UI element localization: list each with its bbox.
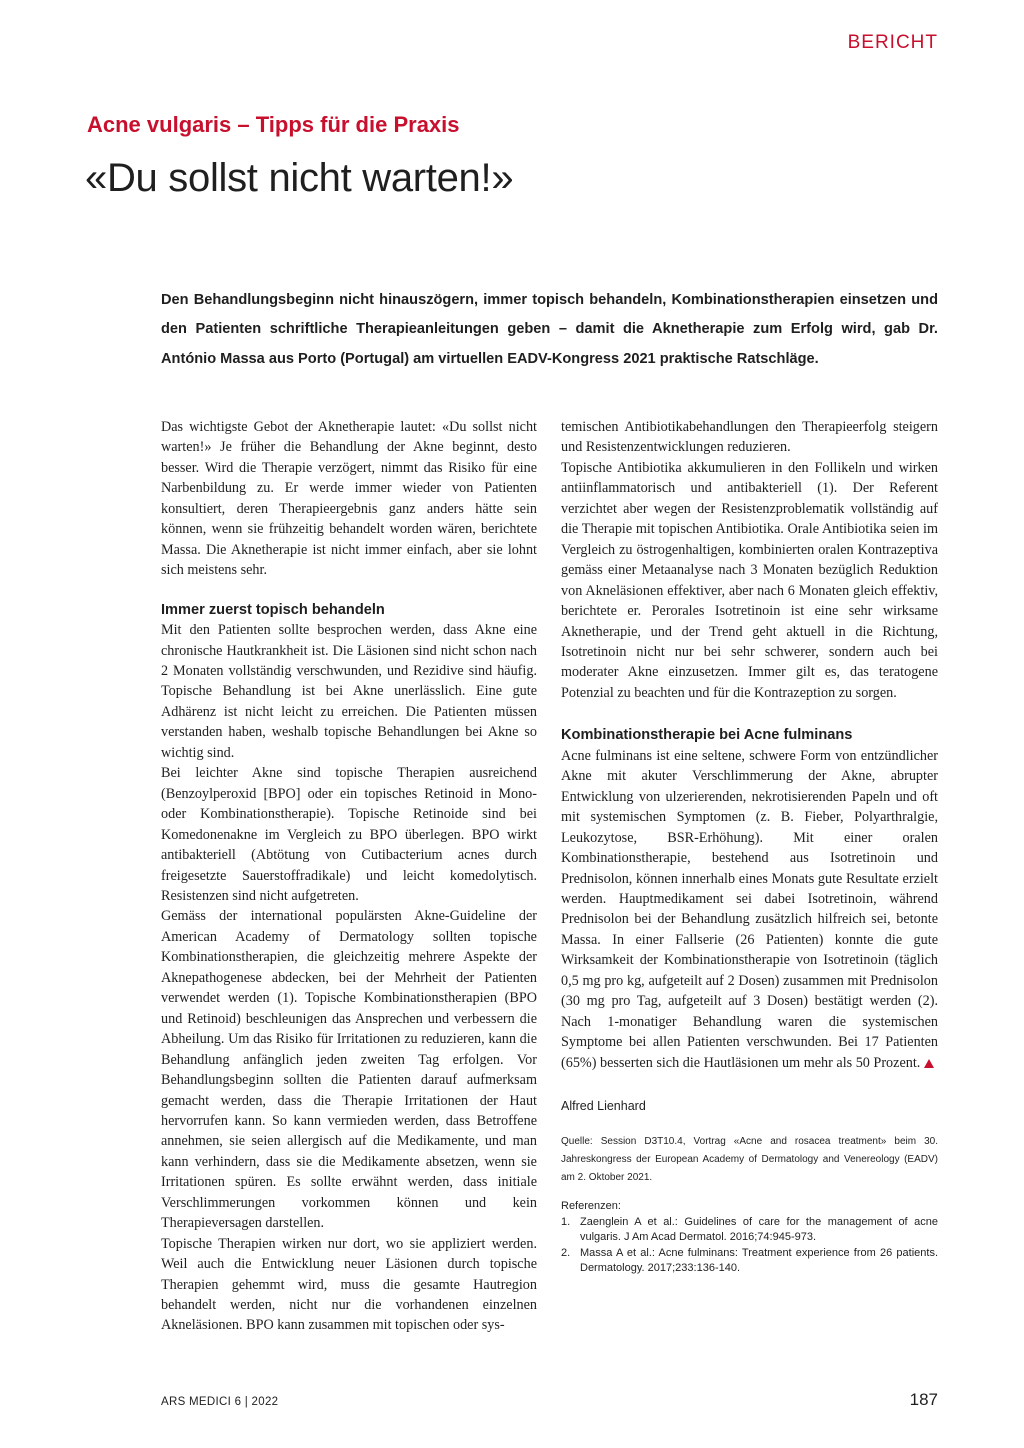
reference-number: 1. [561, 1215, 571, 1228]
body-paragraph: Topische Therapien wirken nur dort, wo sie appliziert werden. Weil auch die Entwicklung neuer Läsionen durch topische Therapien gehemmt wird, muss die gesamte Hautregion behandelt werden, nicht nur die vorhandenen einzelnen Akneläsionen. BPO kann zusammen mit topischen oder sys- [161, 1235, 537, 1334]
reference-item [561, 1246, 938, 1277]
article-title: «Du sollst nicht warten!» [85, 156, 514, 200]
body-paragraph: Topische Antibiotika akkumulieren in den Follikeln und wirken antiinflammatorisch und antibakteriell (1). Der Referent verzichtet aber wegen der Resistenzproblematik vollständig auf die Therapie mit topischen Antibiotika. Orale Antibiotika seien im Vergleich zu östrogenhaltigen, kombinierten oralen Kontrazeptiva gemäss einer Metaanalyse nach 3 Monaten bezüglich Reduktion von Akneläsionen effektiver, aber nach 6 Monaten gleich effektiv, berichtete er. Perorales Isotretinoin ist eine sehr wirksame Aknetherapie, und der Trend geht aktuell in die Richtung, Isotretinoin nicht nur bei sehr schwerer, sondern auch bei moderater Akne einzusetzen. Immer gilt es, das teratogene Potenzial zu beachten und für die Kontrazeption zu sorgen. [561, 459, 938, 701]
references-title: Referenzen: [561, 1200, 621, 1213]
closing-paragraph-wrapper [561, 746, 938, 1073]
body-paragraph: Mit den Patienten sollte besprochen werden, dass Akne eine chronische Hautkrankheit ist. Die Läsionen sind nicht schon nach 2 Monaten vollständig verschwunden, und Rezidive sind häufig. Topische Behandlung ist bei Akne unerlässlich. Eine gute Adhärenz ist nicht leicht zu erreichen. Die Patienten müssen verstanden haben, weshalb topische Behandlungen bei Akne so wichtig sind. [161, 622, 537, 761]
reference-text: Zaenglein A et al.: Guidelines of care for the management of acne vulgaris. J Am Acad Dermatol. 2016;74:945-973. [580, 1215, 938, 1244]
section-label: BERICHT [847, 32, 938, 53]
section-heading-topisch: Immer zuerst topisch behandeln [161, 601, 385, 618]
reference-text: Massa A et al.: Acne fulminans: Treatment experience from 26 patients. Dermatology. 2017;233:136-140. [580, 1246, 938, 1275]
section-heading-fulminans: Kombinationstherapie bei Acne fulminans [561, 727, 853, 744]
author-name: Alfred Lienhard [561, 1099, 646, 1114]
body-paragraph: temischen Antibiotikabehandlungen den Therapieerfolg steigern und Resistenzentwicklungen reduzieren. [561, 419, 938, 456]
article-kicker: Acne vulgaris – Tipps für die Praxis [87, 112, 460, 137]
body-paragraph: Gemäss der international populärsten Akne-Guideline der American Academy of Dermatology sollten topische Kombinationstherapien, die gleichzeitig mehrere Aspekte der Aknepathogenese abdecken, bei der Mehrheit der Patienten verwendet werden (1). Topische Kombinationstherapien (BPO und Retinoid) beschleunigen das Ansprechen und verbessern die Abheilung. Um das Risiko für Irritationen zu reduzieren, kann die Behandlung anfänglich jeden zweiten Tag erfolgen. Vor Behandlungsbeginn sollten die Patienten darauf aufmerksam gemacht werden, dass die Therapie Irritationen der Haut hervorrufen kann. So kann vermieden werden, dass Betroffene annehmen, sie seien allergisch auf die Medikamente, und man kann verhindern, dass sie die Medikamente absetzen, wenn sie Irritationen spüren. Es sollte erwähnt werden, dass initiale Verschlimmerungen vorkommen können und kein Therapieversagen darstellen. [161, 908, 537, 1232]
closing-paragraph: Acne fulminans ist eine seltene, schwere Form von entzündlicher Akne mit akuter Verschlimmerung der Akne, abrupter Entwicklung von ulzerierenden, nekrotisierenden Papeln und oft mit systemischen Symptomen (z. B. Fieber, Polyarthralgie, Leukozytose, BSR-Erhöhung). Mit einer oralen Kombinationstherapie, bestehend aus Isotretinoin und Prednisolon, können innerhalb eines Monats gute Resultate erzielt werden. Hauptmedikament sei dabei Isotretinoin, während Prednisolon bei der Behandlung zusätzlich hilfreich sei, betonte Massa. In einer Fallserie (26 Patienten) konnte die gute Wirksamkeit der Kombinationstherapie von Isotretinoin (täglich 0,5 mg pro kg, aufgeteilt auf 2 Dosen) zusammen mit Prednisolon (30 mg pro Tag, aufgeteilt auf 3 Dosen) bestätigt werden (2). Nach 1-monatiger Behandlung waren die systemischen Symptome bei allen Patienten verschwunden. Bei 17 Patienten (65%) besserten sich die Hautläsionen um mehr als 50 Prozent. [561, 747, 938, 1071]
references-list [561, 1215, 938, 1277]
reference-number: 2. [561, 1246, 571, 1259]
source-note: Quelle: Session D3T10.4, Vortrag «Acne and rosacea treatment» beim 30. Jahreskongress der European Academy of Dermatology and Venereology (EADV) am 2. Oktober 2021. [561, 1136, 938, 1184]
right-column [561, 417, 938, 1277]
article-lead: Den Behandlungsbeginn nicht hinauszögern, immer topisch behandeln, Kombinationstherapien einsetzen und den Patienten schriftliche Therapieanleitungen geben – damit die Aknetherapie zum Erfolg wird, gab Dr. António Massa aus Porto (Portugal) am virtuellen EADV-Kongress 2021 praktische Ratschläge. [161, 292, 938, 367]
reference-item [561, 1215, 938, 1246]
body-paragraph: Bei leichter Akne sind topische Therapien ausreichend (Benzoylperoxid [BPO] oder ein topisches Retinoid in Mono- oder Kombinationstherapie). Topische Retinoide sind bei Komedonenakne im Vergleich zu BPO überlegen. BPO wirkt antibakteriell (Abtötung von Cutibacterium acnes durch freigesetzte Sauerstoffradikale) und leicht komedolytisch. Resistenzen sind nicht aufgetreten. [161, 765, 537, 904]
end-triangle-icon [924, 1059, 934, 1068]
page-number: 187 [909, 1390, 938, 1409]
left-column [161, 417, 537, 1336]
journal-issue: ARS MEDICI 6 | 2022 [161, 1396, 279, 1408]
intro-paragraph: Das wichtigste Gebot der Aknetherapie lautet: «Du sollst nicht warten!» Je früher die Behandlung der Akne beginnt, desto besser. Wird die Therapie verzögert, nimmt das Risiko für eine Narbenbildung zu. Er werde immer wieder von Patienten konsultiert, deren Therapieergebnis ganz anders hätte sein können, wenn sie frühzeitig behandelt worden wären, berichtete Massa. Die Aknetherapie ist nicht immer einfach, aber sie lohnt sich meistens sehr. [161, 419, 537, 579]
